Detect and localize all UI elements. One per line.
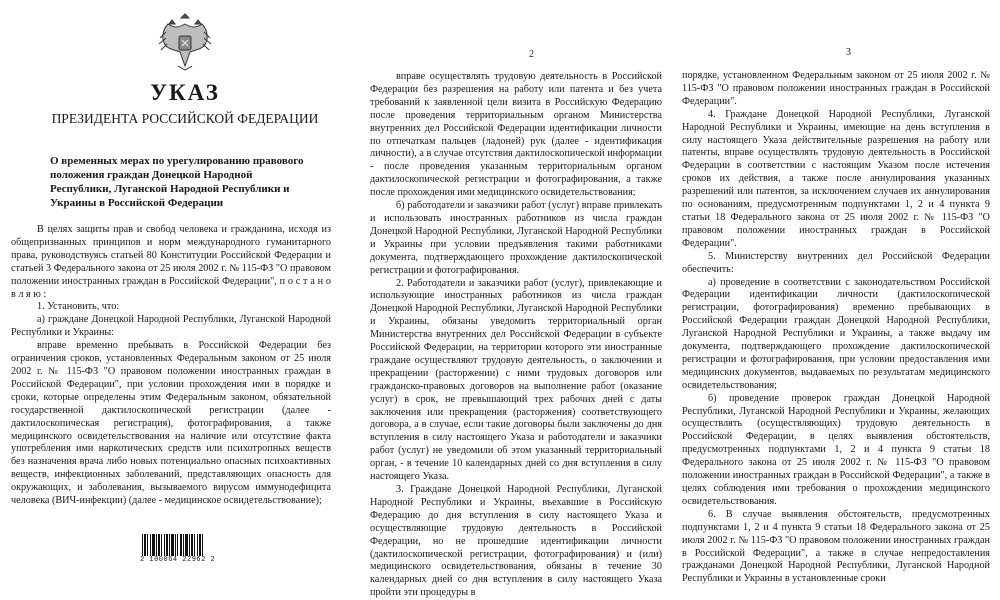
paragraph: 4. Граждане Донецкой Народной Республики, Луганской Народной Республики и Украины, имеющие на день вступления в силу настоящего Указа действительные разрешения на работу или патенты, вправе осуществлять трудовую деятельность в Российской Федерации в соответствии с настоящим Указом после истечения сроков их действия, а также после аннулирования указанных разрешений или патентов, за исключением случаев их аннулирования по основаниям, предусмотренным подпунктами 1, 2 и 4 пункта 9 статьи 18 Федерального закона от 25 июля 2002 г. № 115-ФЗ "О правовом положении иностранных граждан в Российской Федерации". bbox=[682, 108, 990, 249]
paragraph: 5. Министерству внутренних дел Российской Федерации обеспечить: bbox=[682, 250, 990, 275]
paragraph: вправе временно пребывать в Российской Федерации без ограничения сроков, установленных Федеральным законом от 25 июля 2002 г. № 115-ФЗ "О правовом положении иностранных граждан в Российской Федерации", при условии прохождения ими в порядке и сроки, которые определены этим Федеральным законом, обязательной государственной дактилоскопической регистрации (далее - дактилоскопическая регистрация), фотографирования, а также медицинского освидетельствования на наличие или отсутствие факта употребления ими наркотических средств или психотропных веществ без назначения врача либо новых потенциально опасных психоактивных веществ, инфекционных заболеваний, представляющих опасность для окружающих, и заболевания, вызываемого вирусом иммунодефицита человека (ВИЧ-инфекции) (далее - медицинское освидетельствование); bbox=[11, 340, 331, 507]
paragraph: 3. Граждане Донецкой Народной Республики, Луганской Народной Республики и Украины, въехавшие в Российскую Федерацию до дня вступления в силу настоящего Указа и осуществляющие трудовую деятельность в Российской Федерации, но не прошедшие идентификации личности (дактилоскопической регистрации, фотографирования) и (или) медицинского освидетельствования, обязаны в течение 30 календарных дней со дня вступления в силу настоящего Указа пройти эти процедуры в bbox=[370, 484, 662, 599]
page1-body bbox=[11, 224, 331, 508]
decree-heading: УКАЗ bbox=[150, 80, 220, 105]
document-page-1 bbox=[0, 0, 336, 567]
page3-body bbox=[682, 70, 990, 586]
document-page-2 bbox=[336, 0, 666, 599]
paragraph: порядке, установленном Федеральным законом от 25 июля 2002 г. № 115-ФЗ "О правовом положении иностранных граждан в Российской Федерации". bbox=[682, 70, 990, 107]
paragraph: б) работодатели и заказчики работ (услуг) вправе привлекать и использовать иностранных работников из числа граждан Донецкой Народной Республики, Луганской Народной Республики и Украины при условии предъявления такими работниками документа, подтверждающего прохождение дактилоскопической регистрации и фотографирования. bbox=[370, 200, 662, 276]
document-page-3 bbox=[666, 0, 1000, 585]
barcode bbox=[142, 534, 204, 556]
decree-subheading: ПРЕЗИДЕНТА РОССИЙСКОЙ ФЕДЕРАЦИИ bbox=[51, 111, 319, 126]
page-number: 3 bbox=[846, 47, 851, 58]
page2-body bbox=[370, 71, 662, 600]
paragraph: 1. Установить, что: bbox=[37, 301, 120, 313]
paragraph: б) проведение проверок граждан Донецкой Народной Республики, Луганской Народной Республики и Украины, желающих осуществлять (осуществляющих) трудовую деятельность в Российской Федерации, в целях выявления обстоятельств, предусмотренных подпунктами 1, 2 и 4 пункта 9 статьи 18 Федерального закона от 25 июля 2002 г. № 115-ФЗ "О правовом положении иностранных граждан в Российской Федерации", а также в целях соблюдения ими требования о прохождении медицинского освидетельствования. bbox=[682, 392, 990, 507]
paragraph: В целях защиты прав и свобод человека и гражданина, исходя из общепризнанных принципов и норм международного гуманитарного права, руководствуясь статьей 80 Конституции Российской Федерации и статьей 3 Федерального закона от 25 июля 2002 г. № 115-ФЗ "О правовом положении иностранных граждан в Российской Федерации", п о с т а н о в л я ю : bbox=[11, 224, 331, 300]
paragraph: а) граждане Донецкой Народной Республики, Луганской Народной Республики и Украины: bbox=[11, 314, 331, 339]
page-number: 2 bbox=[529, 49, 534, 60]
barcode-number: 2 100064 22962 2 bbox=[140, 556, 216, 564]
paragraph: а) проведение в соответствии с законодательством Российской Федерации идентификации личности (дактилоскопической регистрации, фотографирования) временно пребывающих в Российской Федерации граждан Донецкой Народной Республики, Луганской Народной Республики и Украины, а также выдачу им документа, подтверждающего прохождение дактилоскопической регистрации и фотографирования, при условии предоставления ими медицинских документов, выдаваемых по результатам медицинского освидетельствования; bbox=[682, 276, 990, 391]
paragraph: вправе осуществлять трудовую деятельность в Российской Федерации без разрешения на работу или патента и без учета требований к заявленной цели визита в Российскую Федерацию после проведения территориальным органом Министерства внутренних дел Российской Федерации идентификации личности по отпечаткам пальцев (ладоней) рук (далее - идентификация личности), а в случае отсутствия дактилоскопической информации - после проведения указанным территориальным органом дактилоскопической регистрации и фотографирования, а также после прохождения ими медицинского освидетельствования; bbox=[370, 71, 662, 199]
decree-title: О временных мерах по урегулированию правового положения граждан Донецкой Народной Республики, Луганской Народной Республики и Украины в Российской Федерации bbox=[50, 155, 304, 209]
paragraph: 2. Работодатели и заказчики работ (услуг), привлекающие и использующие иностранных работников из числа граждан Донецкой Народной Республики, Луганской Народной Республики и Украины, обязаны уведомить территориальный орган Министерства внутренних дел Российской Федерации в субъекте Российской Федерации, на территории которого эти иностранные граждане осуществляют трудовую деятельность, о заключении и прекращении (расторжении) с ними трудовых договоров или гражданско-правовых договоров на выполнение работ (оказание услуг) в срок, не превышающий трех рабочих дней с даты заключения или прекращения (расторжения) соответствующего договора, а в случае, если такие договоры были заключены до дня вступления в силу настоящего Указа и работодатели и заказчики работ (услуг) не уведомили об этом указанный территориальный орган, - в течение 10 календарных дней со дня вступления в силу настоящего Указа. bbox=[370, 277, 662, 483]
paragraph: 6. В случае выявления обстоятельств, предусмотренных подпунктами 1, 2 и 4 пункта 9 статьи 18 Федерального закона от 25 июля 2002 г. № 115-ФЗ "О правовом положении иностранных граждан в Российской Федерации", а также в случае непредоставления гражданами Донецкой Народной Республики, Луганской Народной Республики и Украины в установленные сроки bbox=[682, 508, 990, 585]
coat-of-arms-emblem bbox=[158, 10, 212, 72]
